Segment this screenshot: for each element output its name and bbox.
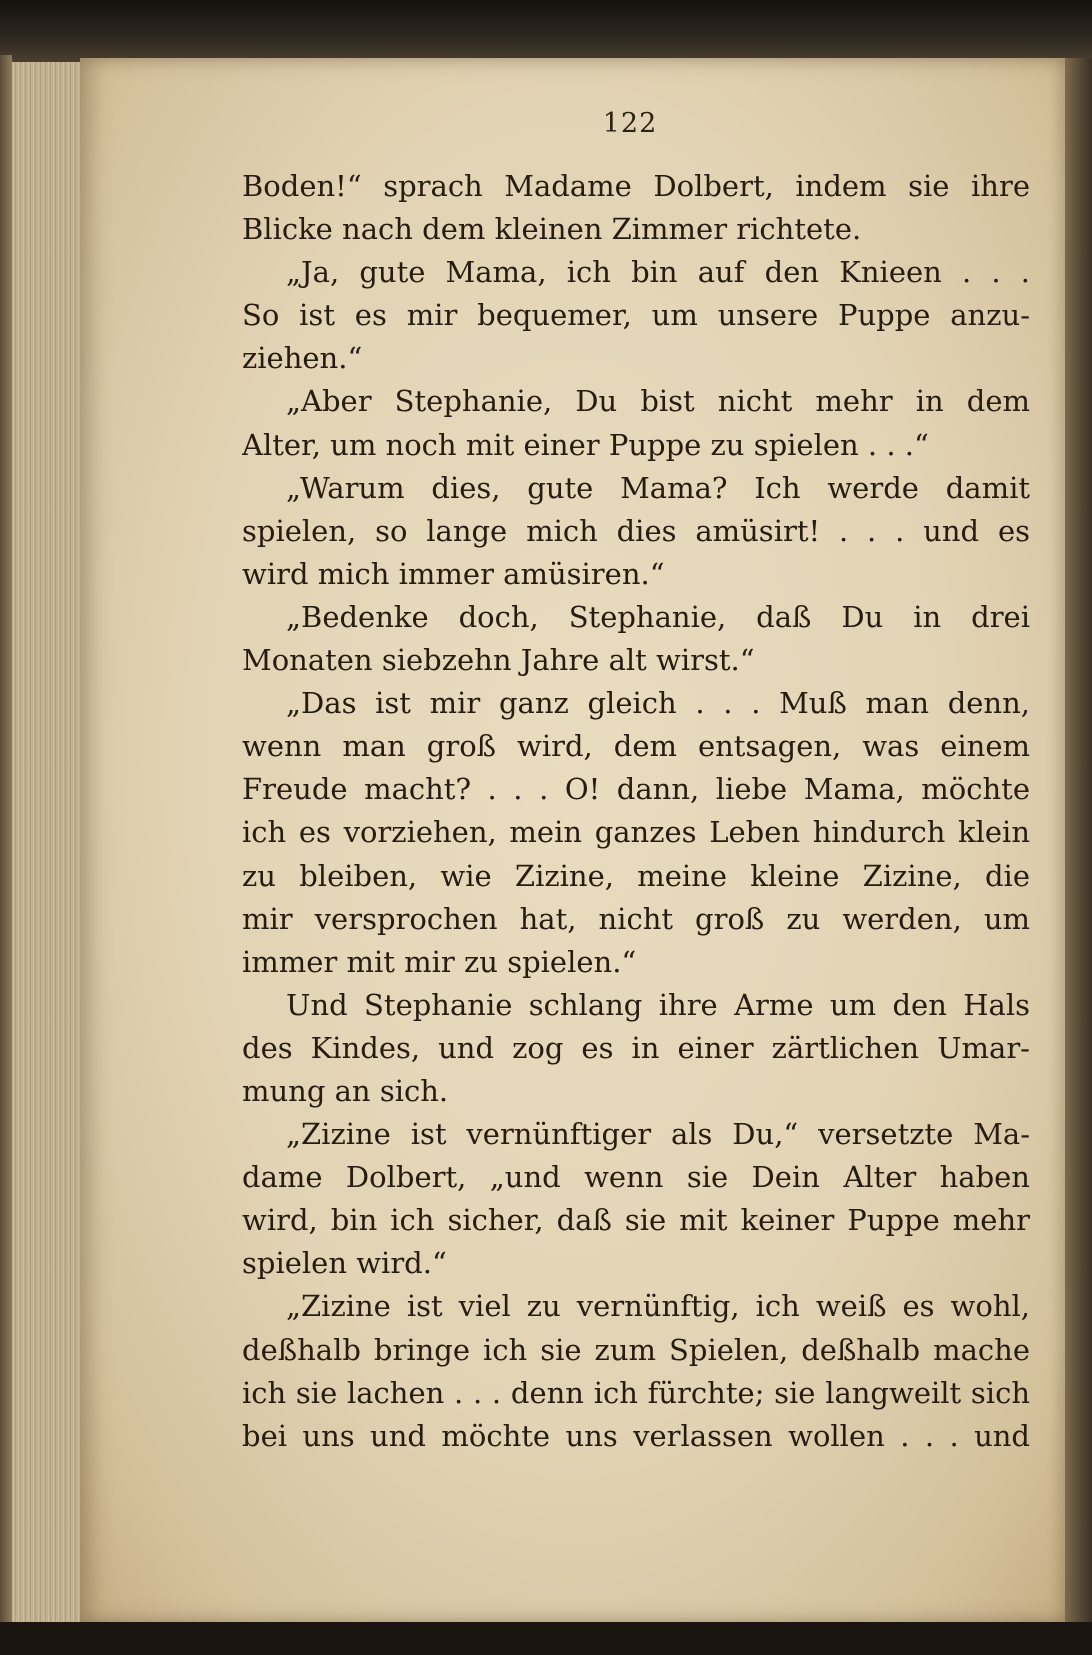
page-text [242, 165, 1030, 1458]
binding-bottom-edge [0, 1622, 1092, 1655]
binding-top-edge [0, 0, 1092, 62]
text-line: mir versprochen hat, nicht groß zu werden, um [242, 901, 1030, 936]
text-line: Freude macht? . . . O! dann, liebe Mama, möchte [242, 772, 1030, 807]
page-stack-edge [12, 62, 87, 1622]
text-line: wenn man groß wird, dem entsagen, was einem [242, 729, 1030, 764]
text-line: dame Dolbert, „und wenn sie Dein Alter haben [242, 1160, 1030, 1195]
text-line: immer mit mir zu spielen.“ [242, 944, 637, 979]
text-line: Blicke nach dem kleinen Zimmer richtete. [242, 212, 862, 247]
text-line: ich sie lachen . . . denn ich fürchte; sie langweilt sich [242, 1375, 1030, 1410]
text-line: Alter, um noch mit einer Puppe zu spielen . . .“ [242, 427, 929, 462]
text-line: Boden!“ sprach Madame Dolbert, indem sie ihre [242, 169, 1030, 203]
text-line: „Zizine ist viel zu vernünftig, ich weiß es wohl, [286, 1289, 1030, 1324]
text-line: ich es vorziehen, mein ganzes Leben hindurch klein [242, 815, 1030, 850]
text-line: spielen, so lange mich dies amüsirt! . . . und es [242, 513, 1030, 548]
text-line: wird, bin ich sicher, daß sie mit keiner Puppe mehr [242, 1203, 1030, 1238]
text-line: „Bedenke doch, Stephanie, daß Du in drei [286, 599, 1030, 634]
text-line: So ist es mir bequemer, um unsere Puppe anzu- [242, 298, 1030, 333]
text-line: ziehen.“ [242, 341, 363, 376]
text-line: „Zizine ist vernünftiger als Du,“ versetzte Ma- [286, 1117, 1030, 1152]
text-line: „Warum dies, gute Mama? Ich werde damit [286, 470, 1030, 505]
text-line: spielen wird.“ [242, 1246, 447, 1281]
page-number: 122 [602, 108, 658, 139]
text-line: bei uns und möchte uns verlassen wollen . . . und [242, 1418, 1030, 1453]
text-line: „Ja, gute Mama, ich bin auf den Knieen . . . [286, 255, 1030, 290]
text-line: wird mich immer amüsiren.“ [242, 556, 665, 591]
text-line: des Kindes, und zog es in einer zärtlichen Umar- [242, 1030, 1030, 1065]
text-line: Monaten siebzehn Jahre alt wirst.“ [242, 643, 755, 678]
book-spine [0, 55, 12, 1625]
text-line: mung an sich. [242, 1073, 449, 1108]
text-line: „Aber Stephanie, Du bist nicht mehr in dem [286, 384, 1030, 419]
text-line: „Das ist mir ganz gleich . . . Muß man denn, [286, 686, 1030, 721]
text-line: zu bleiben, wie Zizine, meine kleine Zizine, die [242, 858, 1030, 893]
page-right-edge [1065, 58, 1092, 1623]
text-line: Und Stephanie schlang ihre Arme um den Hals [286, 987, 1030, 1022]
text-line: deßhalb bringe ich sie zum Spielen, deßhalb mache [242, 1332, 1030, 1367]
